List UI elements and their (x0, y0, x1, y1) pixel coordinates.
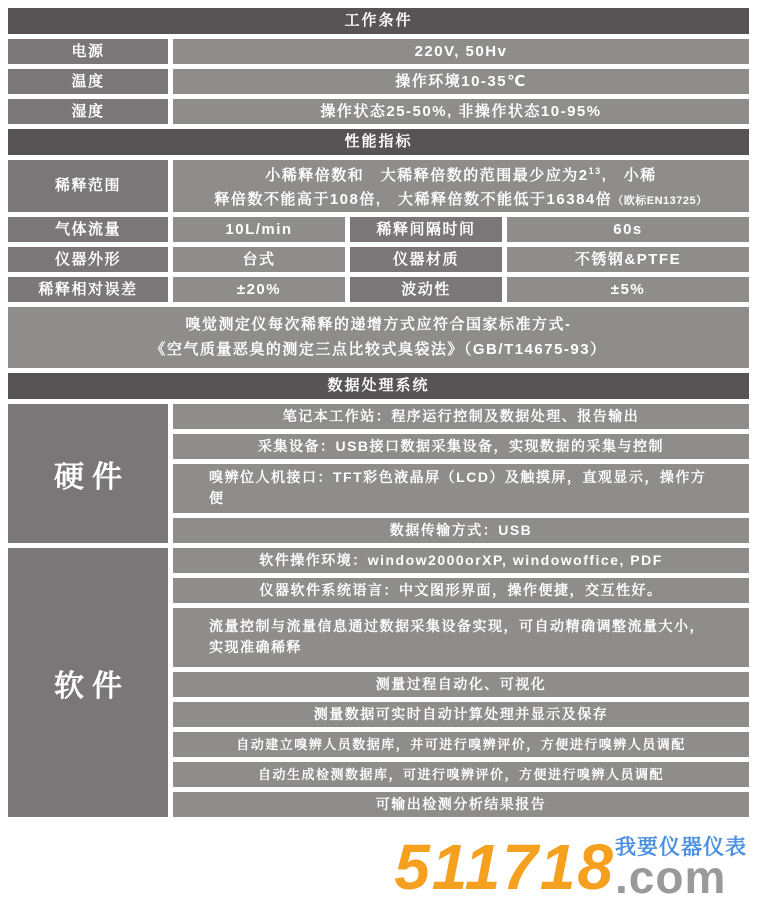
section-header-performance: 性能指标 (8, 129, 749, 155)
hardware-row-acquisition: 采集设备：USB接口数据采集设备，实现数据的采集与控制 (173, 434, 749, 459)
spec-label-form-factor: 仪器外形 (8, 247, 168, 272)
software-row-language: 仪器软件系统语言：中文图形界面，操作便捷，交互性好。 (173, 578, 749, 603)
spec-label-fluctuation: 波动性 (350, 277, 502, 302)
software-row-environment: 软件操作环境：window2000orXP, windowoffice, PDF (173, 548, 749, 573)
standard-note-line1: 嗅觉测定仪每次稀释的递增方式应符合国家标准方式- (185, 316, 572, 333)
logo-number: 511718 (394, 830, 615, 903)
hardware-label: 硬件 (8, 404, 168, 543)
spec-value-form-factor: 台式 (173, 247, 345, 272)
spec-label-dilution-interval: 稀释间隔时间 (350, 217, 502, 242)
spec-value-fluctuation: ±5% (507, 277, 749, 302)
section-header-data-processing: 数据处理系统 (8, 373, 749, 399)
spec-label-temperature: 温度 (8, 69, 168, 94)
spec-value-power: 220V, 50Hv (173, 39, 749, 64)
standard-note-line2: 《空气质量恶臭的测定三点比较式臭袋法》（GB/T14675-93） (150, 341, 607, 358)
hardware-rows (173, 404, 749, 543)
dilution-line1: 小稀释倍数和 大稀释倍数的范围最少应为$2^{13}$, 小稀 (265, 166, 657, 184)
spec-value-dilution-range (173, 160, 749, 212)
site-logo (394, 830, 747, 903)
software-row-report: 可输出检测分析结果报告 (173, 792, 749, 817)
spec-value-relative-error: ±20% (173, 277, 345, 302)
hardware-row-transfer: 数据传输方式：USB (173, 518, 749, 543)
table-row (8, 217, 749, 242)
table-row (8, 99, 749, 124)
software-block (8, 548, 749, 817)
software-row-test-db: 自动生成检测数据库，可进行嗅辨评价，方便进行嗅辨人员调配 (173, 762, 749, 787)
software-row-automation: 测量过程自动化、可视化 (173, 672, 749, 697)
hardware-block (8, 404, 749, 543)
spec-value-gas-flow: 10L/min (173, 217, 345, 242)
logo-domain: .com (615, 851, 727, 903)
dilution-line2: 释倍数不能高于108倍, 大稀释倍数不能低于16384倍（欧标EN13725） (214, 191, 708, 208)
table-row (8, 247, 749, 272)
software-row-realtime: 测量数据可实时自动计算处理并显示及保存 (173, 702, 749, 727)
footer (8, 822, 749, 903)
spec-label-material: 仪器材质 (350, 247, 502, 272)
spec-label-dilution-range: 稀释范围 (8, 160, 168, 212)
standard-note (8, 307, 749, 368)
spec-value-dilution-interval: 60s (507, 217, 749, 242)
spec-label-power: 电源 (8, 39, 168, 64)
software-row-flow-control: 流量控制与流量信息通过数据采集设备实现，可自动精确调整流量大小，实现准确稀释 (173, 608, 749, 667)
hardware-row-workstation: 笔记本工作站：程序运行控制及数据处理、报告输出 (173, 404, 749, 429)
spec-value-temperature: 操作环境10-35℃ (173, 69, 749, 94)
table-row (8, 69, 749, 94)
logo-slogan: 我要仪器仪表 (615, 836, 747, 859)
spec-value-humidity: 操作状态25-50%, 非操作状态10-95% (173, 99, 749, 124)
software-label: 软件 (8, 548, 168, 817)
hardware-row-hmi: 嗅辨位人机接口：TFT彩色液晶屏（LCD）及触摸屏，直观显示，操作方便 (173, 464, 749, 513)
spec-label-gas-flow: 气体流量 (8, 217, 168, 242)
software-row-panelist-db: 自动建立嗅辨人员数据库，并可进行嗅辨评价，方便进行嗅辨人员调配 (173, 732, 749, 757)
spec-label-relative-error: 稀释相对误差 (8, 277, 168, 302)
table-row (8, 277, 749, 302)
software-rows (173, 548, 749, 817)
table-row (8, 39, 749, 64)
logo-right-stack (615, 836, 747, 903)
spec-value-material: 不锈钢&PTFE (507, 247, 749, 272)
table-row (8, 160, 749, 212)
section-header-working-conditions: 工作条件 (8, 8, 749, 34)
spec-label-humidity: 湿度 (8, 99, 168, 124)
